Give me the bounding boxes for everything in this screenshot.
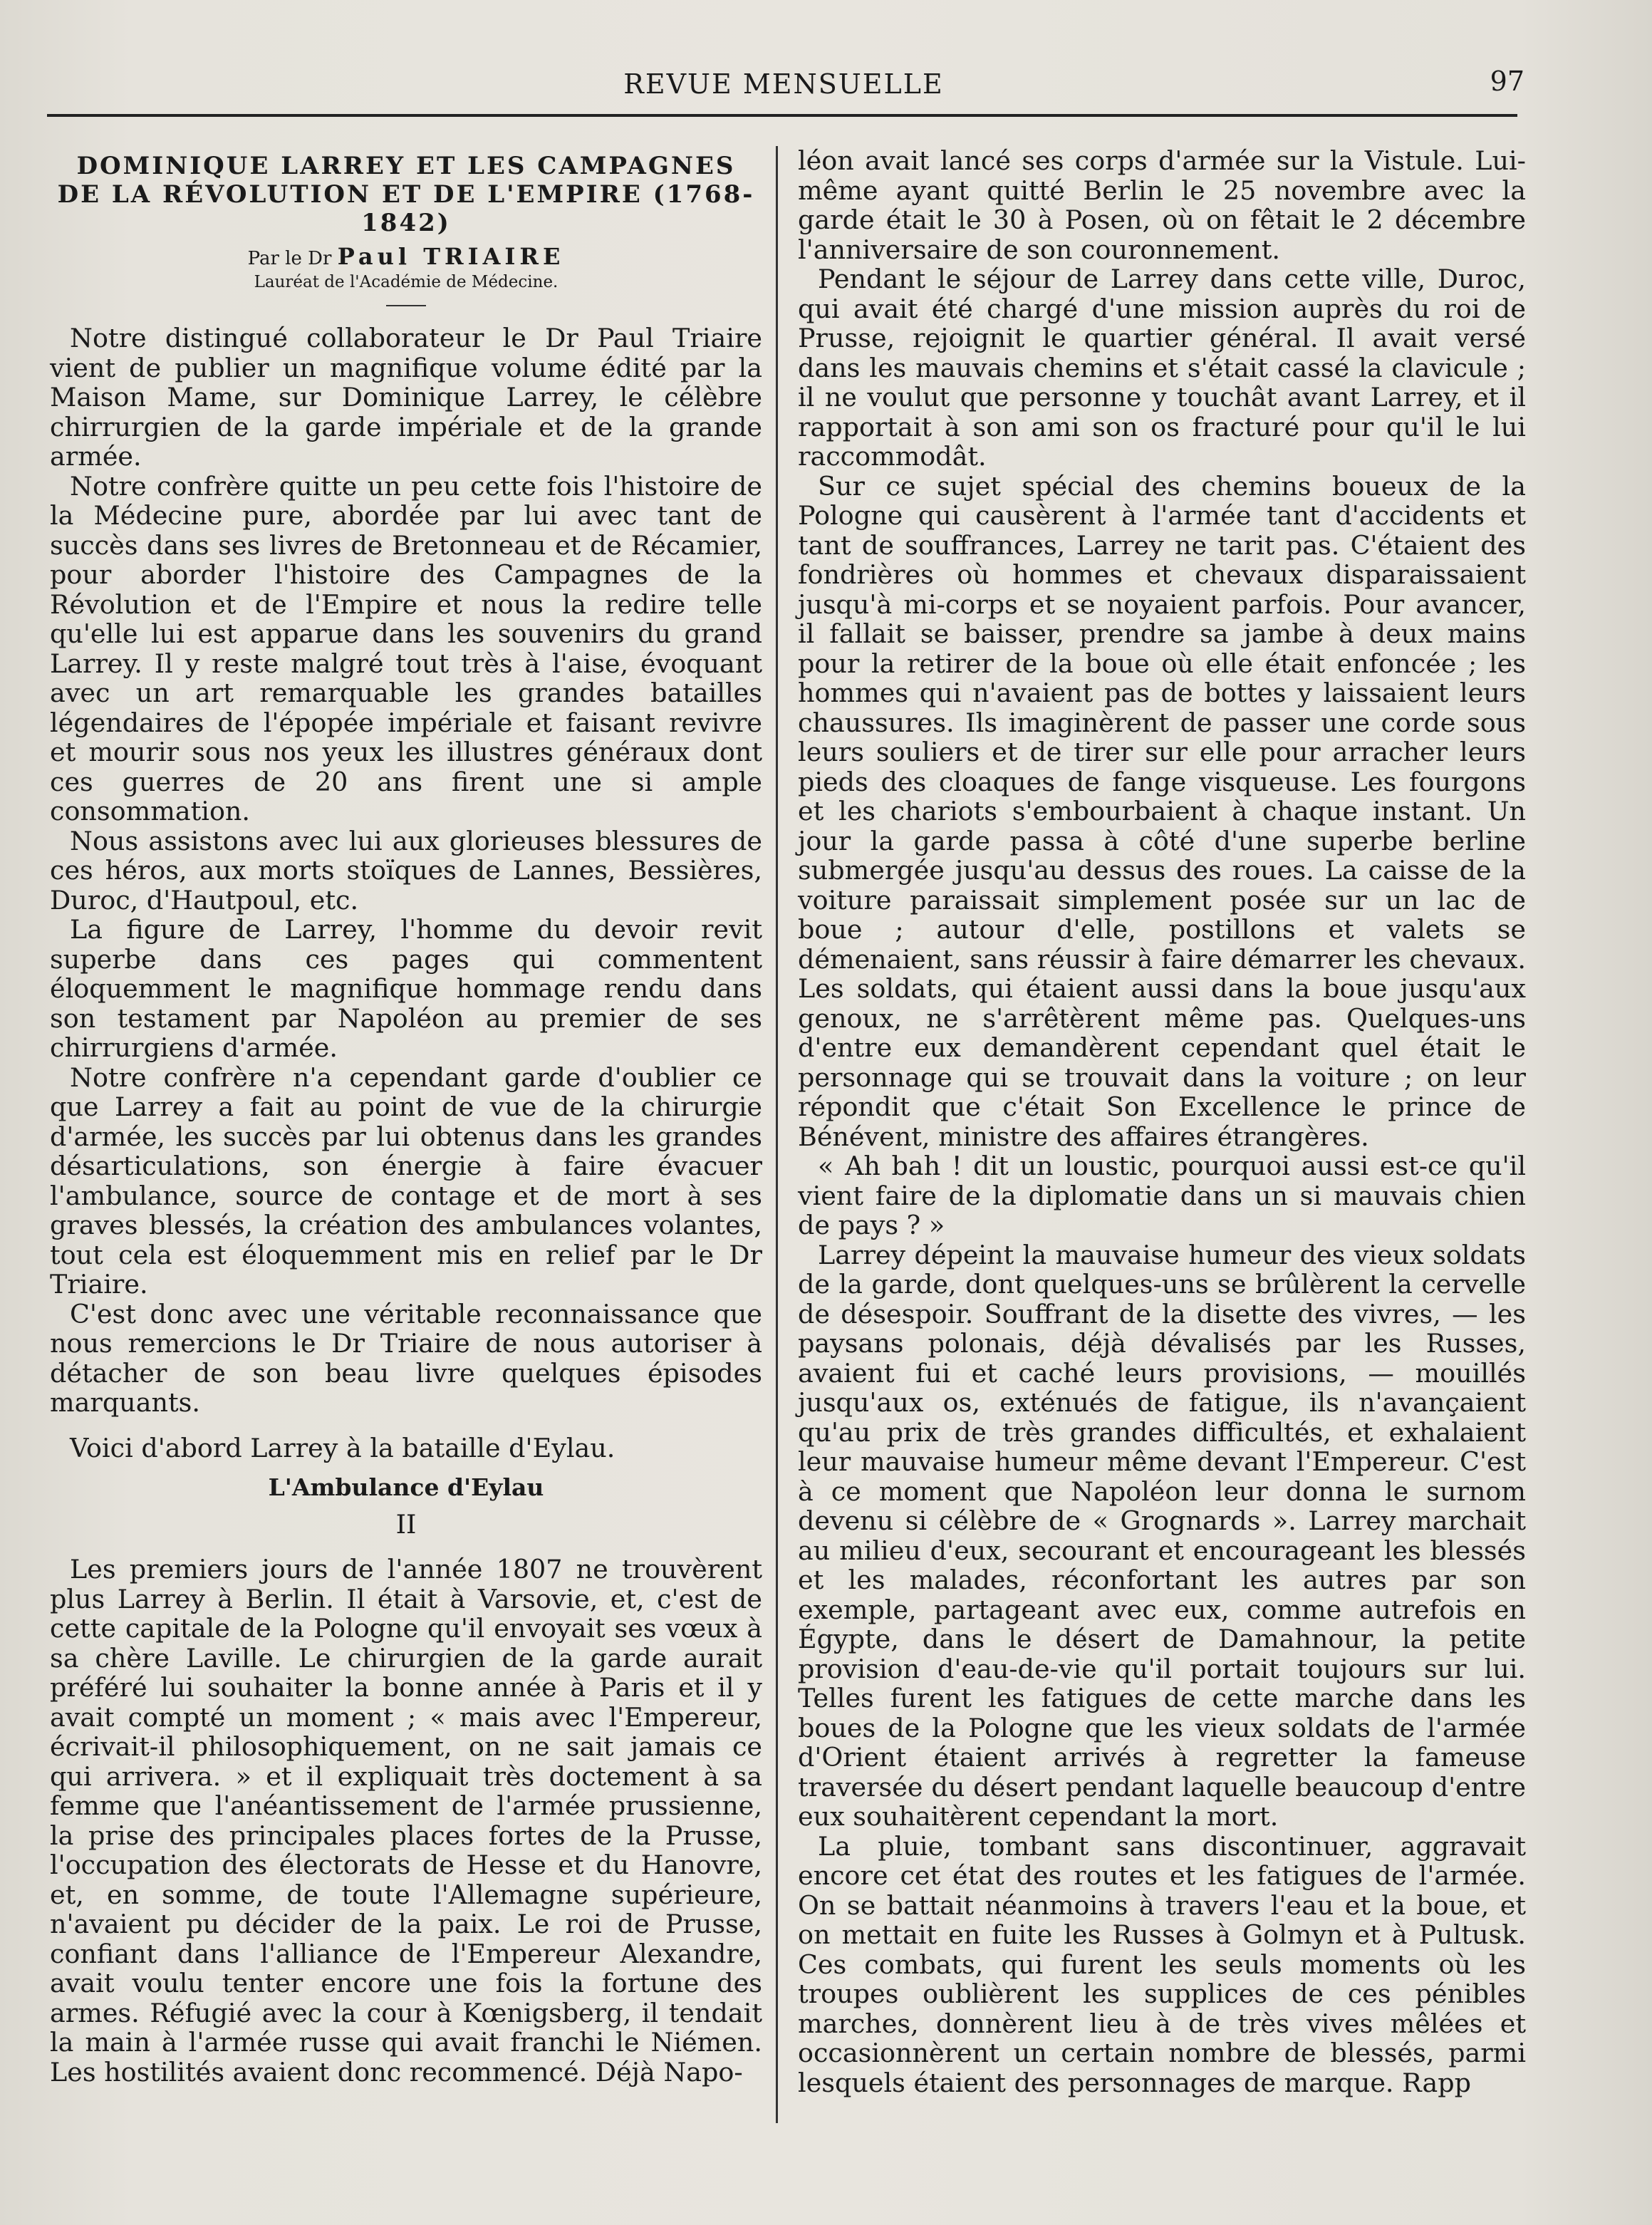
paragraph: Les premiers jours de l'année 1807 ne trouvèrent plus Larrey à Berlin. Il était à Varsovie, et, c'est de cette capitale de la Pologne qu'il envoyait ses vœux à sa chère Laville. Le chirurgien de la garde aurait préféré lui souhaiter la bonne année à Paris et il y avait compté un moment ; « mais avec l'Empereur, écrivait-il philosophiquement, on ne sait jamais ce qui arrivera. » et il expliquait très doctement à sa femme que l'anéantissement de l'armée prussienne, la prise des principales places fortes de la Prusse, l'occupation des électorats de Hesse et du Hanovre, et, en somme, de toute l'Allemagne supérieure, n'avaient pu décider de la paix. Le roi de Prusse, confiant dans l'alliance de l'Empereur Alexandre, avait voulu tenter encore une fois la fortune des armes. Réfugié avec la cour à Kœnigsberg, il tendait la main à l'armée russe qui avait franchi le Niémen. Les hostilités avaient donc recommencé. Déjà Napo- — [50, 1554, 762, 2087]
paragraph: léon avait lancé ses corps d'armée sur la Vistule. Lui-même ayant quitté Berlin le 25 novembre avec la garde était le 30 à Posen, où on fêtait le 2 décembre l'anniversaire de son couronnement. — [798, 145, 1526, 265]
paragraph: Larrey dépeint la mauvaise humeur des vieux soldats de la garde, dont quelques-uns se brûlèrent la cervelle de désespoir. Souffrant de la disette des vivres, — les paysans polonais, déjà dévalisés par les Russes, avaient fui et caché leurs provisions, — mouillés jusqu'aux os, exténués de fatigue, ils n'avançaient qu'au prix de très grandes difficultés, et exhalaient leur mauvaise humeur même devant l'Empereur. C'est à ce moment que Napoléon leur donna le surnom devenu si célèbre de « Grognards ». Larrey marchait au milieu d'eux, secourant et encourageant les blessés et les malades, réconfortant les autres par son exemple, partageant avec eux, comme autrefois en Égypte, dans le désert de Damahnour, la petite provision d'eau-de-vie qu'il portait toujours sur lui. Telles furent les fatigues de cette marche dans les boues de la Pologne que les vieux soldats de l'armée d'Orient étaient arrivés à regretter la fameuse traversée du désert pendant laquelle beaucoup d'entre eux souhaitèrent cependant la mort. — [798, 1239, 1526, 1832]
section-number: II — [395, 1508, 417, 1540]
paragraph: Notre confrère quitte un peu cette fois l'histoire de la Médecine pure, abordée par lui avec tant de succès dans ses livres de Bretonneau et de Récamier, pour aborder l'histoire des Campagnes de la Révolution et de l'Empire et nous la redire telle qu'elle lui est apparue dans les souvenirs du grand Larrey. Il y reste malgré tout très à l'aise, évoquant avec un art remarquable les grandes batailles légendaires de l'épopée impériale et faisant revivre et mourir sous nos yeux les illustres généraux dont ces guerres de 20 ans firent une si ample consommation. — [50, 470, 762, 826]
paragraph: C'est donc avec une véritable reconnaissance que nous remercions le Dr Triaire de nous autoriser à détacher de son beau livre quelques épisodes marquants. — [50, 1298, 762, 1418]
author-affiliation: Lauréat de l'Académie de Médecine. — [254, 273, 559, 291]
article-title-line2: DE LA RÉVOLUTION ET DE L'EMPIRE (1768-1842) — [57, 180, 755, 237]
paragraph: Nous assistons avec lui aux glorieuses blessures de ces héros, aux morts stoïques de Lannes, Bessières, Duroc, d'Hautpoul, etc. — [50, 825, 762, 916]
journal-title: REVUE MENSUELLE — [623, 68, 944, 100]
running-head — [43, 63, 1524, 105]
title-divider — [386, 305, 426, 306]
section-title: L'Ambulance d'Eylau — [268, 1473, 544, 1501]
article-title-line1: DOMINIQUE LARREY ET LES CAMPAGNES — [76, 152, 736, 180]
paragraph: La pluie, tombant sans discontinuer, aggravait encore cet état des routes et les fatigues de l'armée. On se battait néanmoins à travers l'eau et la boue, et on mettait en fuite les Russes à Golmyn et à Pultusk. Ces combats, qui furent les seuls moments où les troupes oublièrent les supplices de ces pénibles marches, donnèrent lieu à de très vives mêlées et occasionnèrent un certain nombre de blessés, parmi lesquels étaient des personnages de marque. Rapp — [798, 1830, 1526, 2098]
paragraph: Notre distingué collaborateur le Dr Paul Triaire vient de publier un magnifique volume édité par la Maison Mame, sur Dominique Larrey, le célèbre chirrurgien de la garde impériale et de la grande armée. — [50, 323, 762, 472]
paragraph: « Ah bah ! dit un loustic, pourquoi aussi est-ce qu'il vient faire de la diplomatie dans un si mauvais chien de pays ? » — [798, 1151, 1526, 1240]
paragraph: Pendant le séjour de Larrey dans cette ville, Duroc, qui avait été chargé d'une mission auprès du roi de Prusse, rejoignit le quartier général. Il avait versé dans les mauvais chemins et s'était cassé la clavicule ; il ne voulut que personne y touchât avant Larrey, et il rapportait à son ami son os fracturé pour qu'il le lui raccommodât. — [798, 264, 1526, 472]
right-column — [798, 146, 1526, 2097]
page-number: 97 — [1490, 66, 1524, 97]
paragraph: Voici d'abord Larrey à la bataille d'Eylau. — [70, 1432, 615, 1463]
byline — [50, 244, 762, 271]
paragraph: Notre confrère n'a cependant garde d'oublier ce que Larrey a fait au point de vue de la chirurgie d'armée, les succès par lui obtenus dans les grandes désarticulations, son énergie à faire évacuer l'ambulance, source de contage et de mort à ses graves blessés, la création des ambulances volantes, tout cela est éloquemment mis en relief par le Dr Triaire. — [50, 1062, 762, 1300]
paragraph: La figure de Larrey, l'homme du devoir revit superbe dans ces pages qui commentent éloquemment le magnifique hommage rendu dans son testament par Napoléon au premier de ses chirrurgiens d'armée. — [50, 914, 762, 1063]
left-column — [50, 146, 762, 2087]
author-name: Paul TRIAIRE — [337, 243, 565, 270]
article-title-block — [50, 152, 762, 306]
header-rule — [47, 114, 1517, 117]
paragraph: Sur ce sujet spécial des chemins boueux de la Pologne qui causèrent à l'armée tant d'accidents et tant de souffrances, Larrey ne tarit pas. C'étaient des fondrières où hommes et chevaux disparaissaient jusqu'à mi-corps et se noyaient parfois. Pour avancer, il fallait se baisser, prendre sa jambe à deux mains pour la retirer de la boue où elle était enfoncée ; les hommes qui n'avaient pas de bottes y laissaient leurs chaussures. Ils imaginèrent de passer une corde sous leurs souliers et de tirer sur elle pour arracher leurs pieds des cloaques de fange visqueuse. Les fourgons et les chariots s'embourbaient à chaque instant. Un jour la garde passa à côté d'une superbe berline submergée jusqu'au dessus des roues. La caisse de la voiture paraissait simplement posée sur un lac de boue ; autour d'elle, postillons et valets se démenaient, sans réussir à faire démarrer les chevaux. Les soldats, qui étaient aussi dans la boue jusqu'aux genoux, ne s'arrêtèrent même pas. Quelques-uns d'entre eux demandèrent cependant quel était le personnage qui se trouvait dans la voiture ; on leur répondit que c'était Son Excellence le prince de Bénévent, ministre des affaires étrangères. — [798, 470, 1526, 1152]
paragraph-gap — [50, 1418, 762, 1433]
byline-prefix: Par le Dr — [247, 248, 332, 269]
column-divider — [776, 146, 778, 2123]
